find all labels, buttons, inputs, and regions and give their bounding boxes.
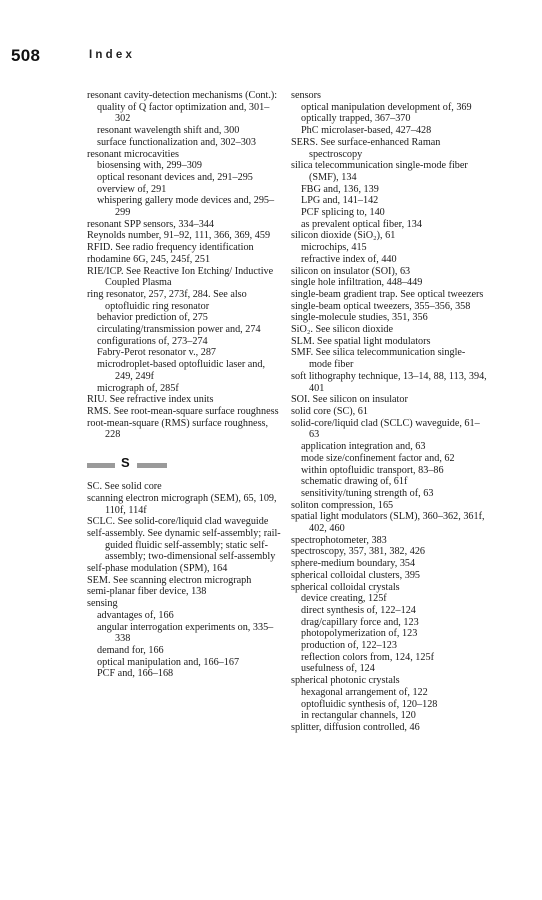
index-subentry: schematic drawing of, 61f — [301, 476, 408, 488]
index-subentry: in rectangular channels, 120 — [301, 710, 416, 722]
index-subentry: biosensing with, 299–309 — [97, 160, 202, 172]
index-entry: resonant SPP sensors, 334–344 — [87, 218, 214, 230]
index-subentry: angular interrogation experiments on, 335–338 — [97, 621, 274, 645]
index-subentry: PCF splicing to, 140 — [301, 207, 385, 219]
section-letter: S — [121, 455, 130, 471]
index-entry: sensing — [87, 598, 118, 610]
index-subentry: LPG and, 141–142 — [301, 195, 379, 207]
index-entry: ring resonator, 257, 273f, 284. See also optofluidic ring resonator — [87, 288, 247, 312]
index-subentry: refractive index of, 440 — [301, 253, 397, 265]
index-subentry: mode size/confinement factor and, 62 — [301, 452, 455, 464]
index-subentry: optically trapped, 367–370 — [301, 113, 411, 125]
index-column-right — [291, 90, 487, 734]
index-subentry: PCF and, 166–168 — [97, 668, 174, 680]
index-subentry: behavior prediction of, 275 — [97, 312, 208, 324]
index-subentry: hexagonal arrangement of, 122 — [301, 686, 428, 698]
index-entry: spatial light modulators (SLM), 360–362, 361f, 402, 460 — [291, 511, 485, 535]
index-subentry: PhC microlaser-based, 427–428 — [301, 125, 432, 137]
index-entry: single-beam gradient trap. See optical tweezers — [291, 288, 484, 300]
index-entry: SEM. See scanning electron micrograph — [87, 574, 252, 586]
index-entry: RIE/ICP. See Reactive Ion Etching/ Inductive Coupled Plasma — [87, 265, 274, 289]
divider-bar-left — [87, 463, 115, 468]
page-number: 508 — [11, 46, 41, 65]
index-subentry: optical manipulation development of, 369 — [301, 101, 472, 113]
index-subentry: usefulness of, 124 — [301, 663, 375, 675]
index-subentry: surface functionalization and, 302–303 — [97, 136, 256, 148]
index-subentry: circulating/transmission power and, 274 — [97, 324, 261, 336]
index-entries-s — [87, 481, 283, 680]
index-entry: root-mean-square (RMS) surface roughness, 228 — [87, 417, 269, 441]
index-subentry: optofluidic synthesis of, 120–128 — [301, 698, 438, 710]
index-entry: RIU. See refractive index units — [87, 394, 214, 406]
index-entry: single-beam optical tweezers, 355–356, 358 — [291, 300, 471, 312]
index-entry: spectroscopy, 357, 381, 382, 426 — [291, 546, 426, 558]
index-entry: solid core (SC), 61 — [291, 405, 368, 417]
index-entries-r — [87, 90, 283, 441]
index-entry: soft lithography technique, 13–14, 88, 113, 394, 401 — [291, 370, 487, 394]
index-entry: splitter, diffusion controlled, 46 — [291, 721, 420, 733]
index-entry: silicon dioxide (SiO₂), 61 — [291, 230, 396, 242]
index-subentry: demand for, 166 — [97, 644, 164, 656]
index-subentry: whispering gallery mode devices and, 295–299 — [97, 195, 275, 219]
index-subentry: micrograph of, 285f — [97, 382, 179, 394]
index-entry: SLM. See spatial light modulators — [291, 335, 431, 347]
index-entry: resonant microcavities — [87, 148, 179, 160]
index-entry: soliton compression, 165 — [291, 499, 394, 511]
index-subentry: drag/capillary force and, 123 — [301, 616, 419, 628]
index-entry: semi-planar fiber device, 138 — [87, 586, 207, 598]
index-entry: silicon on insulator (SOI), 63 — [291, 265, 411, 277]
index-subentry: overview of, 291 — [97, 183, 167, 195]
index-entry: sphere-medium boundary, 354 — [291, 558, 416, 570]
index-entry: single hole infiltration, 448–449 — [291, 277, 423, 289]
index-subentry: optical resonant devices and, 291–295 — [97, 171, 253, 183]
divider-bar-right — [137, 463, 167, 468]
index-column-left — [87, 90, 283, 680]
index-subentry: photopolymerization of, 123 — [301, 628, 418, 640]
index-entry: scanning electron micrograph (SEM), 65, 109, 110f, 114f — [87, 492, 277, 516]
index-entry: SCLC. See solid-core/liquid clad waveguide — [87, 516, 269, 528]
index-subentry: sensitivity/tuning strength of, 63 — [301, 487, 434, 499]
index-subentry: configurations of, 273–274 — [97, 335, 208, 347]
index-subentry: microchips, 415 — [301, 242, 367, 254]
index-subentry: reflection colors from, 124, 125f — [301, 651, 434, 663]
index-subentry: production of, 122–123 — [301, 640, 397, 652]
index-subentry: application integration and, 63 — [301, 441, 426, 453]
index-subentry: optical manipulation and, 166–167 — [97, 656, 240, 668]
index-subentry: Fabry-Perot resonator v., 287 — [97, 347, 217, 359]
index-entry: self-assembly. See dynamic self-assembly; rail-guided fluidic self-assembly; static self-assembly; two-dimensional self-assembly — [87, 527, 281, 563]
running-head: Index — [89, 49, 136, 61]
index-entry: RMS. See root-mean-square surface roughness — [87, 405, 279, 417]
index-subentry: as prevalent optical fiber, 134 — [301, 218, 422, 230]
index-entry: self-phase modulation (SPM), 164 — [87, 563, 228, 575]
index-entry: solid-core/liquid clad (SCLC) waveguide, 61–63 — [291, 417, 480, 441]
index-subentry: advantages of, 166 — [97, 609, 174, 621]
index-entry: spherical colloidal clusters, 395 — [291, 569, 421, 581]
index-entry: rhodamine 6G, 245, 245f, 251 — [87, 253, 211, 265]
index-subentry: direct synthesis of, 122–124 — [301, 604, 416, 616]
index-entry: sensors — [291, 90, 321, 101]
index-entry: silica telecommunication single-mode fiber (SMF), 134 — [291, 160, 468, 183]
index-entry: SMF. See silica telecommunication single-mode fiber — [291, 347, 466, 371]
index-subentry: resonant wavelength shift and, 300 — [97, 125, 240, 137]
index-subentry: device creating, 125f — [301, 593, 387, 605]
section-divider-s — [87, 455, 283, 473]
index-subentry: FBG and, 136, 139 — [301, 183, 379, 195]
index-entry: resonant cavity-detection mechanisms (Cont.): — [87, 90, 278, 101]
index-entry: spectrophotometer, 383 — [291, 534, 387, 546]
index-entry: SiO₂. See silicon dioxide — [291, 324, 394, 336]
index-subentry: quality of Q factor optimization and, 301–302 — [97, 101, 270, 125]
index-entry: SC. See solid core — [87, 481, 162, 493]
index-entry: SERS. See surface-enhanced Raman spectroscopy — [291, 136, 441, 160]
index-entry: spherical photonic crystals — [291, 675, 400, 687]
index-subentry: within optofluidic transport, 83–86 — [301, 464, 444, 476]
index-entry: single-molecule studies, 351, 356 — [291, 312, 428, 324]
index-entry: SOI. See silicon on insulator — [291, 394, 408, 406]
index-entry: spherical colloidal crystals — [291, 581, 400, 593]
index-entry: RFID. See radio frequency identification — [87, 242, 254, 254]
page-header — [0, 46, 542, 66]
index-subentry: microdroplet-based optofluidic laser and, 249, 249f — [97, 359, 266, 382]
index-entries-s-continued — [291, 90, 487, 734]
index-entry: Reynolds number, 91–92, 111, 366, 369, 459 — [87, 230, 271, 242]
